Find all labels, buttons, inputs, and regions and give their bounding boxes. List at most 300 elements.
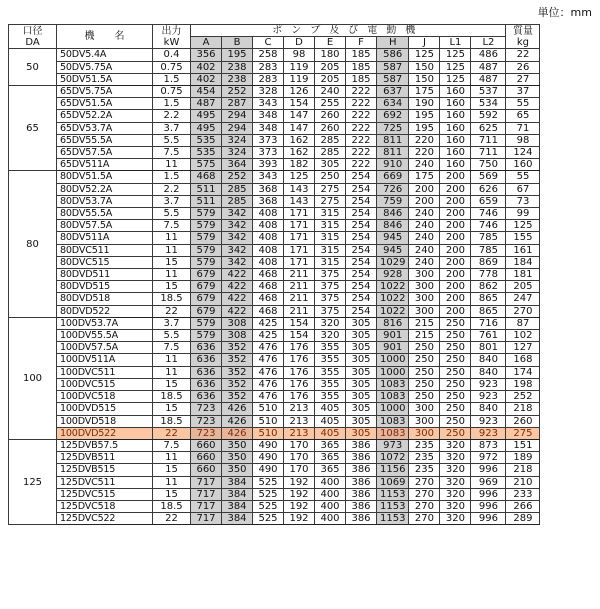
value-cell: 386: [346, 464, 377, 476]
power-cell: 11: [153, 232, 191, 244]
power-cell: 3.7: [153, 317, 191, 329]
value-cell: 305: [346, 342, 377, 354]
table-row: [9, 488, 540, 500]
value-cell: 250: [409, 354, 440, 366]
value-cell: 250: [440, 378, 471, 390]
value-cell: 305: [346, 403, 377, 415]
value-cell: 510: [253, 403, 284, 415]
value-cell: 250: [440, 391, 471, 403]
value-cell: 393: [253, 159, 284, 171]
value-cell: 171: [284, 232, 315, 244]
value-cell: 315: [315, 256, 346, 268]
value-cell: 343: [253, 98, 284, 110]
value-cell: 300: [409, 415, 440, 427]
value-cell: 250: [440, 354, 471, 366]
value-cell: 252: [222, 86, 253, 98]
power-cell: 11: [153, 476, 191, 488]
value-cell: 490: [253, 439, 284, 451]
value-cell: 923: [471, 415, 506, 427]
value-cell: 400: [315, 500, 346, 512]
value-cell: 266: [506, 500, 540, 512]
power-cell: 18.5: [153, 415, 191, 427]
value-cell: 143: [284, 183, 315, 195]
value-cell: 945: [377, 244, 409, 256]
value-cell: 862: [471, 281, 506, 293]
value-cell: 811: [377, 134, 409, 146]
power-cell: 18.5: [153, 293, 191, 305]
value-cell: 723: [191, 415, 222, 427]
value-cell: 254: [346, 232, 377, 244]
value-cell: 182: [284, 159, 315, 171]
value-cell: 181: [506, 269, 540, 281]
value-cell: 287: [222, 98, 253, 110]
value-cell: 55: [506, 98, 540, 110]
value-cell: 222: [346, 110, 377, 122]
model-cell: 100DV55.5A: [57, 330, 153, 342]
table-row: [9, 208, 540, 220]
table-row: [9, 305, 540, 317]
value-cell: 308: [222, 317, 253, 329]
value-cell: 996: [471, 488, 506, 500]
model-cell: 125DVB515: [57, 464, 153, 476]
value-cell: 717: [191, 476, 222, 488]
value-cell: 254: [346, 208, 377, 220]
value-cell: 170: [284, 452, 315, 464]
value-cell: 368: [253, 195, 284, 207]
model-cell: 100DV511A: [57, 354, 153, 366]
value-cell: 692: [377, 110, 409, 122]
value-cell: 342: [222, 208, 253, 220]
model-cell: 80DVD518: [57, 293, 153, 305]
value-cell: 254: [346, 244, 377, 256]
power-cell: 11: [153, 269, 191, 281]
value-cell: 175: [409, 171, 440, 183]
table-row: [9, 244, 540, 256]
value-cell: 254: [346, 195, 377, 207]
value-cell: 211: [284, 305, 315, 317]
value-cell: 375: [315, 293, 346, 305]
col-header-e: E: [315, 37, 346, 49]
value-cell: 200: [440, 305, 471, 317]
value-cell: 669: [377, 171, 409, 183]
model-cell: 100DVD522: [57, 427, 153, 439]
value-cell: 160: [440, 159, 471, 171]
value-cell: 468: [253, 281, 284, 293]
value-cell: 238: [222, 73, 253, 85]
value-cell: 190: [409, 98, 440, 110]
value-cell: 476: [253, 342, 284, 354]
power-cell: 15: [153, 378, 191, 390]
model-cell: 50DV5.75A: [57, 61, 153, 73]
table-row: [9, 98, 540, 110]
value-cell: 176: [284, 391, 315, 403]
value-cell: 98: [284, 49, 315, 61]
value-cell: 275: [506, 427, 540, 439]
value-cell: 365: [315, 439, 346, 451]
value-cell: 320: [440, 476, 471, 488]
value-cell: 192: [284, 500, 315, 512]
value-cell: 240: [409, 232, 440, 244]
value-cell: 636: [191, 366, 222, 378]
table-row: [9, 403, 540, 415]
value-cell: 811: [377, 147, 409, 159]
value-cell: 125: [409, 49, 440, 61]
value-cell: 176: [284, 366, 315, 378]
value-cell: 1072: [377, 452, 409, 464]
power-cell: 7.5: [153, 147, 191, 159]
table-row: [9, 366, 540, 378]
power-cell: 18.5: [153, 391, 191, 403]
value-cell: 569: [471, 171, 506, 183]
value-cell: 270: [409, 476, 440, 488]
value-cell: 71: [506, 122, 540, 134]
power-cell: 11: [153, 452, 191, 464]
value-cell: 294: [222, 110, 253, 122]
value-cell: 171: [284, 244, 315, 256]
table-row: [9, 354, 540, 366]
value-cell: 150: [409, 73, 440, 85]
value-cell: 205: [315, 73, 346, 85]
value-cell: 254: [346, 305, 377, 317]
power-cell: 15: [153, 403, 191, 415]
value-cell: 320: [440, 488, 471, 500]
value-cell: 375: [315, 305, 346, 317]
value-cell: 320: [440, 439, 471, 451]
value-cell: 320: [440, 500, 471, 512]
power-cell: 22: [153, 513, 191, 525]
value-cell: 270: [409, 500, 440, 512]
value-cell: 660: [191, 452, 222, 464]
value-cell: 778: [471, 269, 506, 281]
value-cell: 176: [284, 378, 315, 390]
value-cell: 305: [346, 378, 377, 390]
value-cell: 634: [377, 98, 409, 110]
model-cell: 80DV53.7A: [57, 195, 153, 207]
value-cell: 185: [346, 61, 377, 73]
value-cell: 1022: [377, 281, 409, 293]
value-cell: 254: [346, 183, 377, 195]
model-cell: 100DVC515: [57, 378, 153, 390]
value-cell: 525: [253, 476, 284, 488]
power-cell: 1.5: [153, 73, 191, 85]
power-cell: 3.7: [153, 122, 191, 134]
value-cell: 534: [471, 98, 506, 110]
value-cell: 200: [440, 256, 471, 268]
value-cell: 1083: [377, 427, 409, 439]
value-cell: 923: [471, 427, 506, 439]
value-cell: 289: [506, 513, 540, 525]
value-cell: 923: [471, 378, 506, 390]
value-cell: 535: [191, 147, 222, 159]
value-cell: 125: [440, 49, 471, 61]
value-cell: 211: [284, 281, 315, 293]
value-cell: 189: [506, 452, 540, 464]
value-cell: 356: [191, 49, 222, 61]
value-cell: 240: [409, 208, 440, 220]
value-cell: 350: [222, 464, 253, 476]
value-cell: 37: [506, 86, 540, 98]
value-cell: 285: [315, 134, 346, 146]
value-cell: 1153: [377, 513, 409, 525]
value-cell: 726: [377, 183, 409, 195]
value-cell: 300: [409, 305, 440, 317]
value-cell: 300: [409, 269, 440, 281]
value-cell: 972: [471, 452, 506, 464]
model-cell: 65DV52.2A: [57, 110, 153, 122]
value-cell: 119: [284, 61, 315, 73]
value-cell: 711: [471, 134, 506, 146]
power-cell: 7.5: [153, 439, 191, 451]
value-cell: 255: [315, 98, 346, 110]
value-cell: 218: [506, 464, 540, 476]
value-cell: 283: [253, 61, 284, 73]
col-header-b: B: [222, 37, 253, 49]
value-cell: 250: [440, 415, 471, 427]
value-cell: 865: [471, 293, 506, 305]
col-header-j: J: [409, 37, 440, 49]
value-cell: 192: [284, 513, 315, 525]
value-cell: 408: [253, 208, 284, 220]
value-cell: 170: [284, 464, 315, 476]
value-cell: 510: [253, 427, 284, 439]
value-cell: 176: [284, 342, 315, 354]
value-cell: 67: [506, 183, 540, 195]
value-cell: 368: [253, 183, 284, 195]
value-cell: 26: [506, 61, 540, 73]
table-row: [9, 147, 540, 159]
table-row: [9, 500, 540, 512]
col-header-h: H: [377, 37, 409, 49]
value-cell: 160: [440, 110, 471, 122]
model-cell: 50DV51.5A: [57, 73, 153, 85]
value-cell: 636: [191, 354, 222, 366]
value-cell: 342: [222, 256, 253, 268]
model-cell: 80DV57.5A: [57, 220, 153, 232]
value-cell: 660: [191, 439, 222, 451]
table-row: [9, 391, 540, 403]
value-cell: 454: [191, 86, 222, 98]
table-row: [9, 195, 540, 207]
model-cell: 100DVD518: [57, 415, 153, 427]
value-cell: 254: [346, 269, 377, 281]
value-cell: 160: [440, 147, 471, 159]
value-cell: 200: [440, 208, 471, 220]
value-cell: 250: [440, 403, 471, 415]
value-cell: 364: [222, 159, 253, 171]
model-cell: 125DVC518: [57, 500, 153, 512]
value-cell: 285: [222, 195, 253, 207]
table-row: [9, 464, 540, 476]
value-cell: 240: [409, 244, 440, 256]
value-cell: 160: [440, 98, 471, 110]
value-cell: 125: [440, 73, 471, 85]
value-cell: 679: [191, 281, 222, 293]
value-cell: 637: [377, 86, 409, 98]
power-cell: 1.5: [153, 98, 191, 110]
value-cell: 247: [506, 293, 540, 305]
value-cell: 160: [440, 134, 471, 146]
value-cell: 1029: [377, 256, 409, 268]
value-cell: 405: [315, 403, 346, 415]
value-cell: 222: [346, 98, 377, 110]
col-header-l1: L1: [440, 37, 471, 49]
value-cell: 400: [315, 513, 346, 525]
table-row: [9, 49, 540, 61]
value-cell: 901: [377, 342, 409, 354]
value-cell: 355: [315, 354, 346, 366]
power-cell: 15: [153, 256, 191, 268]
value-cell: 200: [409, 183, 440, 195]
value-cell: 840: [471, 366, 506, 378]
value-cell: 636: [191, 378, 222, 390]
value-cell: 324: [222, 134, 253, 146]
model-cell: 80DV52.2A: [57, 183, 153, 195]
value-cell: 73: [506, 195, 540, 207]
value-cell: 408: [253, 232, 284, 244]
value-cell: 160: [506, 159, 540, 171]
power-cell: 11: [153, 244, 191, 256]
value-cell: 1000: [377, 366, 409, 378]
value-cell: 240: [409, 220, 440, 232]
value-cell: 308: [222, 330, 253, 342]
value-cell: 270: [409, 488, 440, 500]
value-cell: 816: [377, 317, 409, 329]
value-cell: 342: [222, 220, 253, 232]
model-cell: 80DVD522: [57, 305, 153, 317]
value-cell: 305: [346, 415, 377, 427]
value-cell: 300: [409, 293, 440, 305]
value-cell: 1000: [377, 403, 409, 415]
value-cell: 746: [471, 208, 506, 220]
value-cell: 198: [506, 378, 540, 390]
value-cell: 373: [253, 134, 284, 146]
value-cell: 320: [315, 317, 346, 329]
model-cell: 125DVC511: [57, 476, 153, 488]
value-cell: 535: [191, 134, 222, 146]
value-cell: 873: [471, 439, 506, 451]
value-cell: 579: [191, 317, 222, 329]
value-cell: 425: [253, 330, 284, 342]
model-cell: 65DV5.75A: [57, 86, 153, 98]
value-cell: 422: [222, 269, 253, 281]
table-row: [9, 61, 540, 73]
value-cell: 147: [284, 110, 315, 122]
value-cell: 174: [506, 366, 540, 378]
value-cell: 55: [506, 171, 540, 183]
value-cell: 384: [222, 476, 253, 488]
table-row: [9, 171, 540, 183]
value-cell: 215: [409, 330, 440, 342]
value-cell: 636: [191, 342, 222, 354]
value-cell: 487: [191, 98, 222, 110]
value-cell: 1069: [377, 476, 409, 488]
caliber-cell: 80: [9, 171, 57, 317]
value-cell: 222: [346, 134, 377, 146]
value-cell: 65: [506, 110, 540, 122]
value-cell: 161: [506, 244, 540, 256]
value-cell: 969: [471, 476, 506, 488]
value-cell: 587: [377, 73, 409, 85]
value-cell: 300: [409, 403, 440, 415]
value-cell: 200: [440, 232, 471, 244]
value-cell: 275: [315, 183, 346, 195]
value-cell: 468: [191, 171, 222, 183]
value-cell: 468: [253, 305, 284, 317]
value-cell: 660: [191, 464, 222, 476]
table-row: [9, 476, 540, 488]
value-cell: 746: [471, 220, 506, 232]
value-cell: 723: [191, 427, 222, 439]
table-row: [9, 220, 540, 232]
value-cell: 723: [191, 403, 222, 415]
value-cell: 373: [253, 147, 284, 159]
value-cell: 352: [222, 391, 253, 403]
col-header-mass: 質量 kg: [506, 25, 540, 49]
value-cell: 324: [222, 147, 253, 159]
model-cell: 100DVC518: [57, 391, 153, 403]
value-cell: 155: [506, 232, 540, 244]
value-cell: 147: [284, 122, 315, 134]
value-cell: 579: [191, 330, 222, 342]
value-cell: 119: [284, 73, 315, 85]
value-cell: 125: [440, 61, 471, 73]
value-cell: 200: [409, 195, 440, 207]
col-header-dimensions: ポンプ及び電動機: [191, 25, 506, 37]
value-cell: 592: [471, 110, 506, 122]
value-cell: 408: [253, 244, 284, 256]
value-cell: 254: [346, 220, 377, 232]
value-cell: 342: [222, 244, 253, 256]
value-cell: 260: [315, 110, 346, 122]
value-cell: 250: [315, 171, 346, 183]
value-cell: 125: [506, 220, 540, 232]
table-row: [9, 232, 540, 244]
table-row: [9, 342, 540, 354]
value-cell: 192: [284, 488, 315, 500]
value-cell: 235: [409, 452, 440, 464]
value-cell: 254: [346, 256, 377, 268]
value-cell: 213: [284, 415, 315, 427]
value-cell: 250: [409, 366, 440, 378]
value-cell: 250: [440, 342, 471, 354]
model-cell: 65DV53.7A: [57, 122, 153, 134]
power-cell: 2.2: [153, 110, 191, 122]
value-cell: 679: [191, 305, 222, 317]
value-cell: 195: [222, 49, 253, 61]
value-cell: 200: [440, 195, 471, 207]
value-cell: 154: [284, 317, 315, 329]
value-cell: 1153: [377, 488, 409, 500]
value-cell: 495: [191, 110, 222, 122]
col-header-a: A: [191, 37, 222, 49]
value-cell: 250: [409, 342, 440, 354]
value-cell: 761: [471, 330, 506, 342]
value-cell: 846: [377, 220, 409, 232]
value-cell: 235: [409, 464, 440, 476]
value-cell: 250: [409, 378, 440, 390]
value-cell: 168: [506, 354, 540, 366]
value-cell: 400: [315, 476, 346, 488]
value-cell: 1083: [377, 391, 409, 403]
value-cell: 143: [284, 195, 315, 207]
value-cell: 717: [191, 513, 222, 525]
value-cell: 192: [284, 476, 315, 488]
table-row: [9, 513, 540, 525]
value-cell: 305: [346, 427, 377, 439]
value-cell: 350: [222, 452, 253, 464]
value-cell: 200: [440, 293, 471, 305]
model-cell: 125DVC522: [57, 513, 153, 525]
